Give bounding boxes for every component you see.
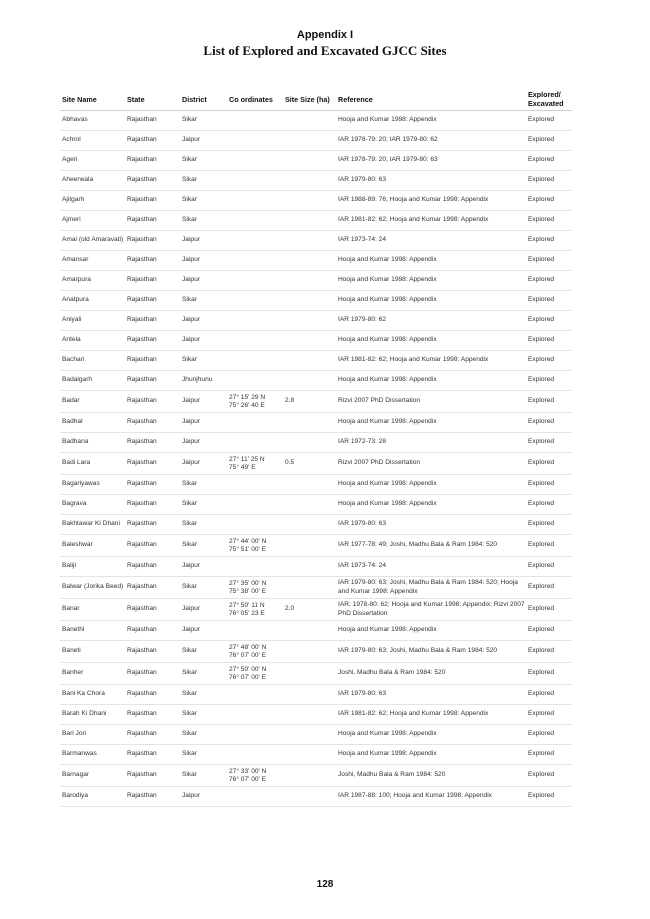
cell-reference: IAR 1979-80: 63; Joshi, Madhu Bala & Ram 1984: 520; Hooja and Kumar 1998: Appendix bbox=[336, 577, 526, 599]
table-row bbox=[60, 311, 572, 331]
table-row bbox=[60, 475, 572, 495]
cell-status: Explored bbox=[526, 271, 572, 291]
cell-reference: IAR 1977-78: 49; Joshi, Madhu Bala & Ram 1984: 520 bbox=[336, 535, 526, 557]
cell-site-name: Baneti bbox=[60, 641, 125, 663]
cell-reference: IAR 1979-80: 63 bbox=[336, 685, 526, 705]
cell-reference: Hooja and Kumar 1998: Appendix bbox=[336, 621, 526, 641]
cell-site-name: Ajmeri bbox=[60, 211, 125, 231]
cell-status: Explored bbox=[526, 705, 572, 725]
cell-district: Sikar bbox=[180, 641, 227, 663]
cell-status: Explored bbox=[526, 557, 572, 577]
cell-reference: Joshi, Madhu Bala & Ram 1984: 520 bbox=[336, 765, 526, 787]
cell-status: Explored bbox=[526, 765, 572, 787]
cell-status: Explored bbox=[526, 191, 572, 211]
column-header-site-size: Site Size (ha) bbox=[283, 88, 336, 111]
cell-reference: Hooja and Kumar 1998: Appendix bbox=[336, 331, 526, 351]
cell-state: Rajasthan bbox=[125, 663, 180, 685]
cell-reference: IAR 1979-80: 63; Joshi, Madhu Bala & Ram 1984: 520 bbox=[336, 641, 526, 663]
cell-district: Sikar bbox=[180, 351, 227, 371]
cell-status: Explored bbox=[526, 599, 572, 621]
cell-reference: IAR 1987-88: 100; Hooja and Kumar 1998: Appendix bbox=[336, 787, 526, 807]
cell-status: Explored bbox=[526, 433, 572, 453]
cell-status: Explored bbox=[526, 663, 572, 685]
page-number: 128 bbox=[316, 879, 334, 890]
cell-site-size bbox=[283, 291, 336, 311]
cell-status: Explored bbox=[526, 231, 572, 251]
cell-reference: IAR 1981-82: 62; Hooja and Kumar 1998: Appendix bbox=[336, 351, 526, 371]
cell-coordinates: 27° 33' 00' N 76° 07' 00' E bbox=[227, 765, 283, 787]
cell-state: Rajasthan bbox=[125, 641, 180, 663]
cell-site-size bbox=[283, 371, 336, 391]
cell-district: Sikar bbox=[180, 211, 227, 231]
cell-site-size: 2.0 bbox=[283, 599, 336, 621]
cell-reference: IAR 1981-82: 62; Hooja and Kumar 1998: Appendix bbox=[336, 211, 526, 231]
cell-reference: IAR; 1978-80: 62; Hooja and Kumar 1998: Appendix; Rizvi 2007 PhD Dissertation bbox=[336, 599, 526, 621]
cell-reference: Hooja and Kumar 1998: Appendix bbox=[336, 495, 526, 515]
cell-state: Rajasthan bbox=[125, 211, 180, 231]
cell-status: Explored bbox=[526, 685, 572, 705]
cell-site-size bbox=[283, 725, 336, 745]
cell-coordinates bbox=[227, 271, 283, 291]
cell-district: Sikar bbox=[180, 705, 227, 725]
cell-site-name: Barodiya bbox=[60, 787, 125, 807]
cell-site-name: Badhana bbox=[60, 433, 125, 453]
cell-reference: Rizvi 2007 PhD Dissertation bbox=[336, 391, 526, 413]
cell-reference: Hooja and Kumar 1998: Appendix bbox=[336, 475, 526, 495]
cell-state: Rajasthan bbox=[125, 557, 180, 577]
table-row bbox=[60, 557, 572, 577]
table-row bbox=[60, 745, 572, 765]
cell-status: Explored bbox=[526, 495, 572, 515]
cell-site-size bbox=[283, 641, 336, 663]
cell-site-size bbox=[283, 111, 336, 131]
cell-coordinates bbox=[227, 351, 283, 371]
cell-state: Rajasthan bbox=[125, 577, 180, 599]
cell-site-name: Antela bbox=[60, 331, 125, 351]
cell-status: Explored bbox=[526, 725, 572, 745]
cell-state: Rajasthan bbox=[125, 151, 180, 171]
cell-status: Explored bbox=[526, 413, 572, 433]
cell-site-size bbox=[283, 765, 336, 787]
cell-district: Jaipur bbox=[180, 331, 227, 351]
cell-state: Rajasthan bbox=[125, 231, 180, 251]
cell-coordinates bbox=[227, 495, 283, 515]
cell-coordinates bbox=[227, 371, 283, 391]
cell-site-size: 0.5 bbox=[283, 453, 336, 475]
cell-site-name: Achrol bbox=[60, 131, 125, 151]
cell-state: Rajasthan bbox=[125, 271, 180, 291]
cell-district: Sikar bbox=[180, 765, 227, 787]
cell-state: Rajasthan bbox=[125, 535, 180, 557]
cell-site-name: Ageri bbox=[60, 151, 125, 171]
table-row bbox=[60, 413, 572, 433]
cell-status: Explored bbox=[526, 515, 572, 535]
cell-state: Rajasthan bbox=[125, 433, 180, 453]
sites-table bbox=[60, 88, 572, 807]
cell-reference: Hooja and Kumar 1998: Appendix bbox=[336, 725, 526, 745]
table-row bbox=[60, 211, 572, 231]
cell-state: Rajasthan bbox=[125, 413, 180, 433]
table-row bbox=[60, 495, 572, 515]
cell-reference: IAR 1973-74: 24 bbox=[336, 557, 526, 577]
cell-site-size bbox=[283, 621, 336, 641]
cell-district: Sikar bbox=[180, 577, 227, 599]
cell-district: Sikar bbox=[180, 685, 227, 705]
cell-district: Jaipur bbox=[180, 621, 227, 641]
table-row bbox=[60, 599, 572, 621]
cell-coordinates bbox=[227, 787, 283, 807]
cell-site-size bbox=[283, 311, 336, 331]
cell-state: Rajasthan bbox=[125, 621, 180, 641]
cell-district: Sikar bbox=[180, 535, 227, 557]
cell-coordinates bbox=[227, 111, 283, 131]
cell-reference: IAR 1988-89: 76; Hooja and Kumar 1998: Appendix bbox=[336, 191, 526, 211]
cell-site-name: Amansar bbox=[60, 251, 125, 271]
cell-state: Rajasthan bbox=[125, 725, 180, 745]
cell-district: Jaipur bbox=[180, 271, 227, 291]
table-row bbox=[60, 685, 572, 705]
cell-site-name: Anatpura bbox=[60, 291, 125, 311]
table-row bbox=[60, 291, 572, 311]
cell-status: Explored bbox=[526, 475, 572, 495]
cell-reference: IAR 1973-74: 24 bbox=[336, 231, 526, 251]
cell-site-size bbox=[283, 351, 336, 371]
table-row bbox=[60, 725, 572, 745]
cell-site-size bbox=[283, 577, 336, 599]
cell-site-size bbox=[283, 705, 336, 725]
table-row bbox=[60, 663, 572, 685]
cell-state: Rajasthan bbox=[125, 765, 180, 787]
cell-reference: Hooja and Kumar 1998: Appendix bbox=[336, 291, 526, 311]
cell-site-name: Banar bbox=[60, 599, 125, 621]
cell-coordinates bbox=[227, 171, 283, 191]
cell-coordinates: 27° 50' 11 N 76° 05' 23 E bbox=[227, 599, 283, 621]
cell-coordinates bbox=[227, 745, 283, 765]
cell-site-name: Baliji bbox=[60, 557, 125, 577]
cell-reference: IAR 1978-79: 20; IAR 1979-80: 63 bbox=[336, 151, 526, 171]
column-header-state: State bbox=[125, 88, 180, 111]
cell-state: Rajasthan bbox=[125, 515, 180, 535]
column-header-site-name: Site Name bbox=[60, 88, 125, 111]
cell-site-name: Badi Lara bbox=[60, 453, 125, 475]
cell-state: Rajasthan bbox=[125, 111, 180, 131]
table-row bbox=[60, 331, 572, 351]
table-row bbox=[60, 621, 572, 641]
cell-site-name: Balwar (Jorika Beed) bbox=[60, 577, 125, 599]
cell-site-name: Badalgarh bbox=[60, 371, 125, 391]
cell-site-name: Badar bbox=[60, 391, 125, 413]
cell-reference: Joshi, Madhu Bala & Ram 1984: 520 bbox=[336, 663, 526, 685]
cell-status: Explored bbox=[526, 577, 572, 599]
cell-district: Jaipur bbox=[180, 391, 227, 413]
cell-state: Rajasthan bbox=[125, 351, 180, 371]
cell-status: Explored bbox=[526, 131, 572, 151]
cell-district: Sikar bbox=[180, 191, 227, 211]
table-row bbox=[60, 535, 572, 557]
cell-site-size bbox=[283, 433, 336, 453]
cell-site-size bbox=[283, 151, 336, 171]
column-header-district: District bbox=[180, 88, 227, 111]
cell-site-size bbox=[283, 251, 336, 271]
cell-status: Explored bbox=[526, 311, 572, 331]
table-row bbox=[60, 111, 572, 131]
cell-site-name: Banethi bbox=[60, 621, 125, 641]
cell-district: Jaipur bbox=[180, 131, 227, 151]
cell-district: Sikar bbox=[180, 111, 227, 131]
cell-state: Rajasthan bbox=[125, 599, 180, 621]
cell-site-name: Aniyali bbox=[60, 311, 125, 331]
cell-district: Jaipur bbox=[180, 413, 227, 433]
cell-state: Rajasthan bbox=[125, 453, 180, 475]
cell-site-size bbox=[283, 535, 336, 557]
cell-site-name: Abhavas bbox=[60, 111, 125, 131]
cell-site-name: Amai (old Amaravati) bbox=[60, 231, 125, 251]
cell-coordinates bbox=[227, 131, 283, 151]
cell-district: Jaipur bbox=[180, 311, 227, 331]
cell-district: Sikar bbox=[180, 725, 227, 745]
table-row bbox=[60, 371, 572, 391]
cell-site-size bbox=[283, 231, 336, 251]
table-row bbox=[60, 641, 572, 663]
table-row bbox=[60, 705, 572, 725]
cell-status: Explored bbox=[526, 621, 572, 641]
table-header-row bbox=[60, 88, 572, 111]
column-header-status: Explored/ Excavated bbox=[526, 88, 572, 111]
table-row bbox=[60, 391, 572, 413]
cell-state: Rajasthan bbox=[125, 371, 180, 391]
cell-reference: IAR 1979-80: 62 bbox=[336, 311, 526, 331]
cell-district: Sikar bbox=[180, 475, 227, 495]
cell-site-size bbox=[283, 271, 336, 291]
cell-site-size bbox=[283, 557, 336, 577]
table-row bbox=[60, 171, 572, 191]
cell-state: Rajasthan bbox=[125, 311, 180, 331]
cell-coordinates bbox=[227, 251, 283, 271]
cell-site-name: Bari Jori bbox=[60, 725, 125, 745]
appendix-label: Appendix I bbox=[296, 29, 354, 41]
table-row bbox=[60, 765, 572, 787]
cell-district: Jaipur bbox=[180, 251, 227, 271]
cell-state: Rajasthan bbox=[125, 745, 180, 765]
cell-coordinates bbox=[227, 433, 283, 453]
table-row bbox=[60, 351, 572, 371]
cell-district: Jaipur bbox=[180, 599, 227, 621]
cell-status: Explored bbox=[526, 251, 572, 271]
cell-site-size bbox=[283, 787, 336, 807]
cell-site-size bbox=[283, 131, 336, 151]
cell-site-size bbox=[283, 331, 336, 351]
cell-reference: Hooja and Kumar 1998: Appendix bbox=[336, 371, 526, 391]
cell-coordinates bbox=[227, 211, 283, 231]
cell-reference: Hooja and Kumar 1998: Appendix bbox=[336, 271, 526, 291]
cell-reference: IAR 1978-79: 20; IAR 1979-80: 62 bbox=[336, 131, 526, 151]
table-row bbox=[60, 787, 572, 807]
cell-site-size bbox=[283, 413, 336, 433]
table-row bbox=[60, 131, 572, 151]
cell-district: Sikar bbox=[180, 291, 227, 311]
cell-district: Sikar bbox=[180, 515, 227, 535]
cell-status: Explored bbox=[526, 787, 572, 807]
cell-site-name: Bagrava bbox=[60, 495, 125, 515]
cell-reference: IAR 1979-80: 63 bbox=[336, 515, 526, 535]
cell-coordinates bbox=[227, 311, 283, 331]
cell-site-name: Barmanwas bbox=[60, 745, 125, 765]
cell-site-size: 2.8 bbox=[283, 391, 336, 413]
cell-reference: Rizvi 2007 PhD Dissertation bbox=[336, 453, 526, 475]
table-row bbox=[60, 251, 572, 271]
cell-coordinates: 27° 11' 25 N 75° 49' E bbox=[227, 453, 283, 475]
cell-coordinates bbox=[227, 685, 283, 705]
cell-reference: Hooja and Kumar 1998: Appendix bbox=[336, 745, 526, 765]
cell-district: Sikar bbox=[180, 663, 227, 685]
cell-district: Jaipur bbox=[180, 557, 227, 577]
cell-site-name: Banher bbox=[60, 663, 125, 685]
cell-coordinates: 27° 15' 29 N 75° 26' 40 E bbox=[227, 391, 283, 413]
cell-coordinates bbox=[227, 725, 283, 745]
cell-coordinates bbox=[227, 557, 283, 577]
table-row bbox=[60, 433, 572, 453]
cell-status: Explored bbox=[526, 453, 572, 475]
cell-status: Explored bbox=[526, 641, 572, 663]
cell-status: Explored bbox=[526, 331, 572, 351]
cell-site-size bbox=[283, 515, 336, 535]
table-row bbox=[60, 231, 572, 251]
cell-site-size bbox=[283, 685, 336, 705]
cell-status: Explored bbox=[526, 211, 572, 231]
cell-reference: IAR 1979-80: 63 bbox=[336, 171, 526, 191]
cell-state: Rajasthan bbox=[125, 171, 180, 191]
cell-district: Sikar bbox=[180, 745, 227, 765]
cell-state: Rajasthan bbox=[125, 685, 180, 705]
cell-coordinates bbox=[227, 231, 283, 251]
cell-status: Explored bbox=[526, 171, 572, 191]
cell-state: Rajasthan bbox=[125, 705, 180, 725]
cell-coordinates bbox=[227, 621, 283, 641]
column-header-coordinates: Co ordinates bbox=[227, 88, 283, 111]
cell-coordinates bbox=[227, 291, 283, 311]
cell-district: Jhunjhunu bbox=[180, 371, 227, 391]
cell-state: Rajasthan bbox=[125, 191, 180, 211]
table-row bbox=[60, 191, 572, 211]
cell-status: Explored bbox=[526, 111, 572, 131]
cell-status: Explored bbox=[526, 535, 572, 557]
cell-site-size bbox=[283, 171, 336, 191]
cell-district: Sikar bbox=[180, 171, 227, 191]
cell-site-name: Ajitgarh bbox=[60, 191, 125, 211]
cell-site-size bbox=[283, 475, 336, 495]
cell-coordinates bbox=[227, 151, 283, 171]
cell-site-size bbox=[283, 663, 336, 685]
cell-site-name: Barnagar bbox=[60, 765, 125, 787]
table-body bbox=[60, 111, 572, 807]
table-row bbox=[60, 151, 572, 171]
cell-state: Rajasthan bbox=[125, 475, 180, 495]
cell-status: Explored bbox=[526, 291, 572, 311]
cell-site-size bbox=[283, 211, 336, 231]
cell-status: Explored bbox=[526, 371, 572, 391]
cell-site-name: Bachari bbox=[60, 351, 125, 371]
cell-site-name: Bakhtawar Ki Dhani bbox=[60, 515, 125, 535]
cell-coordinates: 27° 50' 00' N 76° 07' 00' E bbox=[227, 663, 283, 685]
cell-state: Rajasthan bbox=[125, 495, 180, 515]
cell-district: Sikar bbox=[180, 151, 227, 171]
cell-site-size bbox=[283, 745, 336, 765]
cell-coordinates bbox=[227, 705, 283, 725]
cell-coordinates bbox=[227, 191, 283, 211]
cell-site-name: Aheerwala bbox=[60, 171, 125, 191]
cell-reference: IAR 1972-73: 28 bbox=[336, 433, 526, 453]
cell-coordinates: 27° 35' 00' N 75° 38' 00' E bbox=[227, 577, 283, 599]
cell-coordinates bbox=[227, 413, 283, 433]
cell-district: Sikar bbox=[180, 495, 227, 515]
cell-status: Explored bbox=[526, 151, 572, 171]
cell-district: Jaipur bbox=[180, 787, 227, 807]
cell-site-name: Bani Ka Chora bbox=[60, 685, 125, 705]
cell-coordinates bbox=[227, 475, 283, 495]
cell-site-name: Baleshwar bbox=[60, 535, 125, 557]
cell-site-size bbox=[283, 495, 336, 515]
cell-reference: IAR 1981-82: 62; Hooja and Kumar 1998: Appendix bbox=[336, 705, 526, 725]
table-row bbox=[60, 271, 572, 291]
cell-reference: Hooja and Kumar 1998: Appendix bbox=[336, 111, 526, 131]
cell-coordinates bbox=[227, 331, 283, 351]
cell-state: Rajasthan bbox=[125, 131, 180, 151]
cell-site-name: Bagariyawas bbox=[60, 475, 125, 495]
cell-reference: Hooja and Kumar 1998: Appendix bbox=[336, 413, 526, 433]
cell-district: Jaipur bbox=[180, 433, 227, 453]
cell-site-name: Amarpura bbox=[60, 271, 125, 291]
cell-reference: Hooja and Kumar 1998: Appendix bbox=[336, 251, 526, 271]
cell-status: Explored bbox=[526, 745, 572, 765]
cell-status: Explored bbox=[526, 351, 572, 371]
cell-state: Rajasthan bbox=[125, 331, 180, 351]
cell-district: Jaipur bbox=[180, 231, 227, 251]
cell-site-name: Badhal bbox=[60, 413, 125, 433]
cell-status: Explored bbox=[526, 391, 572, 413]
cell-state: Rajasthan bbox=[125, 251, 180, 271]
cell-site-name: Barah Ki Dhani bbox=[60, 705, 125, 725]
table-row bbox=[60, 453, 572, 475]
cell-site-size bbox=[283, 191, 336, 211]
cell-coordinates: 27° 44' 00' N 75° 51' 00' E bbox=[227, 535, 283, 557]
column-header-reference: Reference bbox=[336, 88, 526, 111]
cell-coordinates: 27° 48' 00' N 76° 07' 00' E bbox=[227, 641, 283, 663]
cell-state: Rajasthan bbox=[125, 291, 180, 311]
page-title: List of Explored and Excavated GJCC Sites bbox=[203, 43, 447, 58]
table-row bbox=[60, 515, 572, 535]
cell-district: Jaipur bbox=[180, 453, 227, 475]
cell-state: Rajasthan bbox=[125, 787, 180, 807]
table-row bbox=[60, 577, 572, 599]
cell-state: Rajasthan bbox=[125, 391, 180, 413]
cell-coordinates bbox=[227, 515, 283, 535]
